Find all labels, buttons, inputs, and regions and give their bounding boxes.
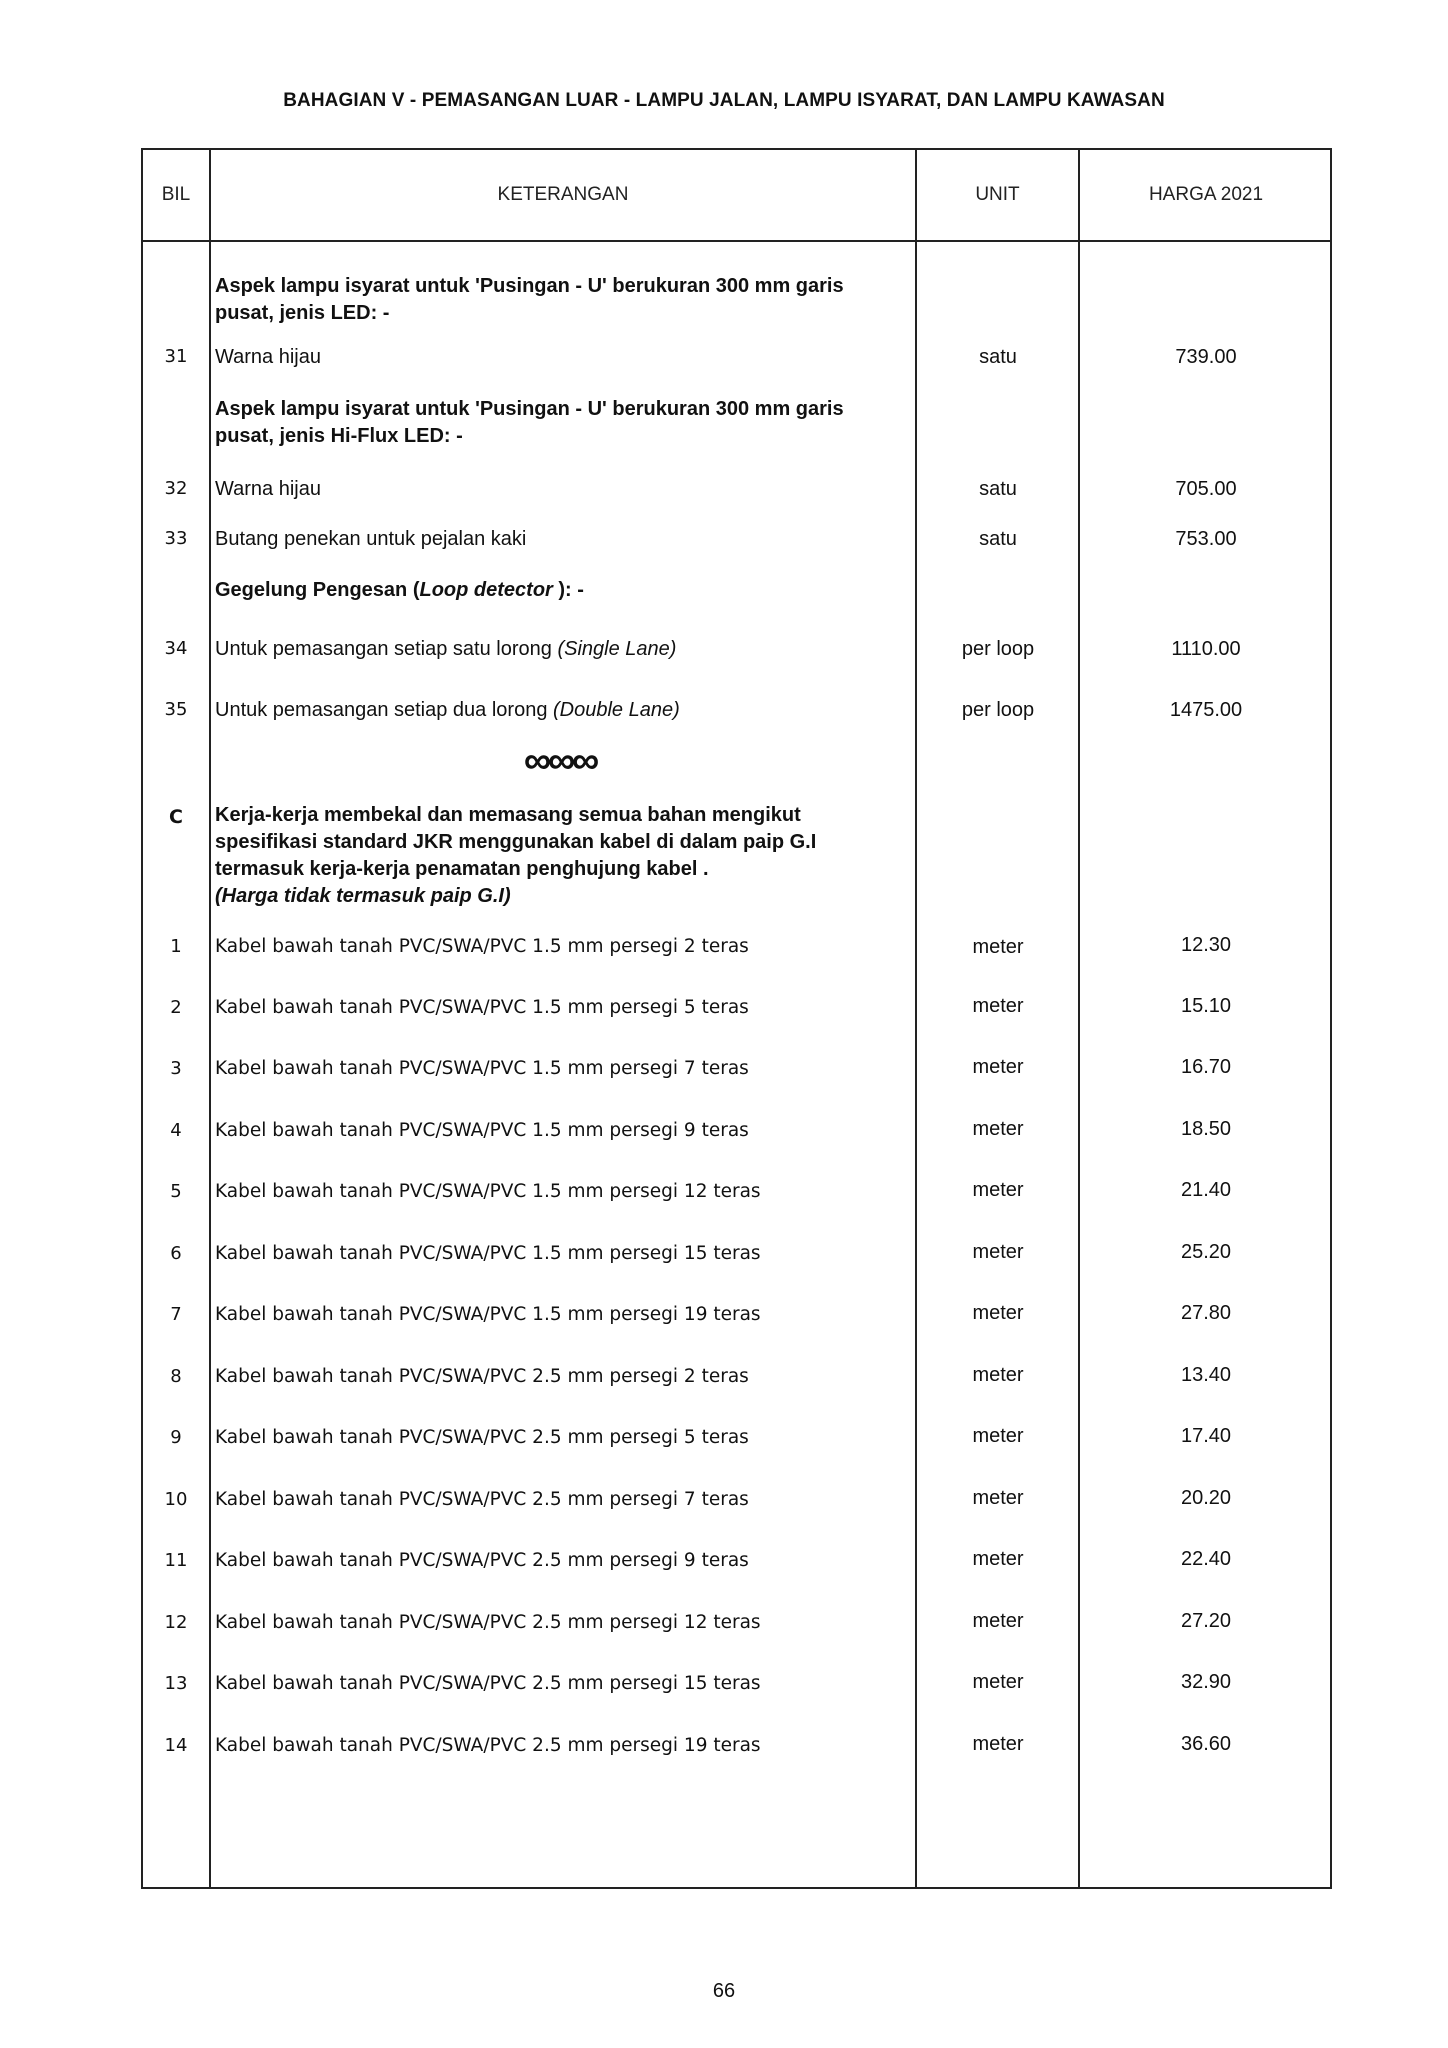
header-unit: UNIT bbox=[975, 184, 1020, 205]
section-c-line: Kerja-kerja membekal dan memasang semua bahan mengikut bbox=[215, 804, 801, 826]
row-unit: meter bbox=[972, 1241, 1024, 1263]
row-unit: satu bbox=[979, 478, 1017, 500]
row-desc: Warna hijau bbox=[215, 478, 321, 500]
row-unit: meter bbox=[972, 1610, 1024, 1632]
row-price: 27.20 bbox=[1180, 1610, 1232, 1632]
heading-led: Aspek lampu isyarat untuk 'Pusingan - U' berukuran 300 mm garis pusat, jenis LED: - bbox=[215, 275, 844, 324]
heading-loop-prefix: Gegelung Pengesan ( bbox=[215, 579, 420, 601]
row-desc: Kabel bawah tanah PVC/SWA/PVC 1.5 mm persegi 19 teras bbox=[215, 1304, 761, 1325]
row-bil: 9 bbox=[170, 1427, 182, 1448]
row-bil: 13 bbox=[164, 1673, 188, 1694]
page-number: 66 bbox=[712, 1980, 736, 2002]
header-harga: HARGA 2021 bbox=[1148, 184, 1264, 205]
row-price: 16.70 bbox=[1180, 1056, 1232, 1078]
row-price: 18.50 bbox=[1180, 1118, 1232, 1140]
row-price: 25.20 bbox=[1180, 1241, 1232, 1263]
heading-loop-italic: Loop detector bbox=[419, 579, 553, 601]
row-unit: satu bbox=[979, 528, 1017, 550]
header-keterangan: KETERANGAN bbox=[497, 184, 629, 205]
row-desc bbox=[215, 638, 676, 661]
row-bil: 12 bbox=[164, 1612, 188, 1633]
row-unit: meter bbox=[972, 1056, 1024, 1078]
row-desc bbox=[215, 699, 680, 722]
row-unit: meter bbox=[972, 1364, 1024, 1386]
row-unit: per loop bbox=[961, 699, 1035, 721]
section-c-description bbox=[215, 802, 905, 910]
row-bil: 14 bbox=[164, 1735, 188, 1756]
header-divider bbox=[143, 240, 1330, 242]
row-desc: Kabel bawah tanah PVC/SWA/PVC 2.5 mm persegi 19 teras bbox=[215, 1735, 761, 1756]
row-desc: Kabel bawah tanah PVC/SWA/PVC 1.5 mm persegi 5 teras bbox=[215, 997, 749, 1018]
row-bil: 32 bbox=[164, 478, 188, 499]
row-price: 15.10 bbox=[1180, 995, 1232, 1017]
row-bil: 6 bbox=[170, 1243, 182, 1264]
row-desc-text: Untuk pemasangan setiap satu lorong bbox=[215, 638, 558, 660]
row-bil: 1 bbox=[170, 936, 182, 957]
row-price: 36.60 bbox=[1180, 1733, 1232, 1755]
row-unit: meter bbox=[972, 1302, 1024, 1324]
row-unit: meter bbox=[972, 1671, 1024, 1693]
row-desc: Kabel bawah tanah PVC/SWA/PVC 1.5 mm persegi 9 teras bbox=[215, 1120, 749, 1141]
section-c-bil: C bbox=[169, 806, 183, 828]
row-desc: Kabel bawah tanah PVC/SWA/PVC 2.5 mm persegi 2 teras bbox=[215, 1366, 749, 1387]
row-price: 12.30 bbox=[1180, 934, 1232, 956]
header-bil: BIL bbox=[161, 184, 191, 205]
price-table bbox=[141, 148, 1332, 1889]
row-price: 21.40 bbox=[1180, 1179, 1232, 1201]
row-bil: 2 bbox=[170, 997, 182, 1018]
row-desc: Kabel bawah tanah PVC/SWA/PVC 2.5 mm persegi 7 teras bbox=[215, 1489, 749, 1510]
row-bil: 3 bbox=[170, 1058, 182, 1079]
row-bil: 33 bbox=[164, 528, 188, 549]
row-desc: Kabel bawah tanah PVC/SWA/PVC 1.5 mm persegi 15 teras bbox=[215, 1243, 761, 1264]
row-bil: 10 bbox=[164, 1489, 188, 1510]
row-desc: Butang penekan untuk pejalan kaki bbox=[215, 528, 527, 550]
heading-hiflux: Aspek lampu isyarat untuk 'Pusingan - U' berukuran 300 mm garis pusat, jenis Hi-Flux LED: - bbox=[215, 398, 844, 447]
row-unit: meter bbox=[972, 1548, 1024, 1570]
row-price: 17.40 bbox=[1180, 1425, 1232, 1447]
row-desc: Kabel bawah tanah PVC/SWA/PVC 1.5 mm persegi 12 teras bbox=[215, 1181, 761, 1202]
row-unit: meter bbox=[972, 1179, 1024, 1201]
row-price: 32.90 bbox=[1180, 1671, 1232, 1693]
row-unit: meter bbox=[972, 936, 1024, 958]
row-price: 705.00 bbox=[1175, 478, 1237, 500]
row-desc: Warna hijau bbox=[215, 346, 321, 368]
section-c-line: termasuk kerja-kerja penamatan penghujung kabel . bbox=[215, 858, 709, 880]
ornament-divider: ∞∞∞ bbox=[523, 740, 597, 782]
row-unit: satu bbox=[979, 346, 1017, 368]
section-c-line: (Harga tidak termasuk paip G.I) bbox=[215, 885, 511, 907]
row-bil: 8 bbox=[170, 1366, 182, 1387]
row-price: 1110.00 bbox=[1171, 638, 1241, 660]
row-unit: per loop bbox=[961, 638, 1035, 660]
row-price: 739.00 bbox=[1175, 346, 1237, 368]
row-bil: 31 bbox=[164, 346, 188, 367]
row-unit: meter bbox=[972, 1487, 1024, 1509]
row-price: 13.40 bbox=[1180, 1364, 1232, 1386]
section-c-line: spesifikasi standard JKR menggunakan kabel di dalam paip G.I bbox=[215, 831, 817, 853]
row-price: 753.00 bbox=[1175, 528, 1237, 550]
row-desc: Kabel bawah tanah PVC/SWA/PVC 2.5 mm persegi 9 teras bbox=[215, 1550, 749, 1571]
row-desc: Kabel bawah tanah PVC/SWA/PVC 2.5 mm persegi 12 teras bbox=[215, 1612, 761, 1633]
row-desc-italic: (Single Lane) bbox=[557, 638, 677, 660]
row-price: 20.20 bbox=[1180, 1487, 1232, 1509]
row-desc-italic: (Double Lane) bbox=[553, 699, 680, 721]
row-unit: meter bbox=[972, 1733, 1024, 1755]
row-desc: Kabel bawah tanah PVC/SWA/PVC 2.5 mm persegi 15 teras bbox=[215, 1673, 761, 1694]
row-bil: 34 bbox=[164, 638, 188, 659]
row-price: 22.40 bbox=[1180, 1548, 1232, 1570]
heading-loop bbox=[215, 577, 905, 604]
row-price: 1475.00 bbox=[1169, 699, 1243, 721]
row-unit: meter bbox=[972, 1425, 1024, 1447]
row-bil: 11 bbox=[164, 1550, 188, 1571]
row-desc: Kabel bawah tanah PVC/SWA/PVC 1.5 mm persegi 7 teras bbox=[215, 1058, 749, 1079]
row-bil: 5 bbox=[170, 1181, 182, 1202]
row-bil: 7 bbox=[170, 1304, 182, 1325]
column-divider bbox=[209, 150, 211, 1887]
row-desc-text: Untuk pemasangan setiap dua lorong bbox=[215, 699, 554, 721]
heading-loop-suffix: ): - bbox=[552, 579, 584, 601]
row-bil: 4 bbox=[170, 1120, 182, 1141]
row-desc: Kabel bawah tanah PVC/SWA/PVC 1.5 mm persegi 2 teras bbox=[215, 936, 749, 957]
row-bil: 35 bbox=[164, 699, 188, 720]
row-desc: Kabel bawah tanah PVC/SWA/PVC 2.5 mm persegi 5 teras bbox=[215, 1427, 749, 1448]
page-title: BAHAGIAN V - PEMASANGAN LUAR - LAMPU JALAN, LAMPU ISYARAT, DAN LAMPU KAWASAN bbox=[283, 90, 1165, 111]
row-price: 27.80 bbox=[1180, 1302, 1232, 1324]
row-unit: meter bbox=[972, 995, 1024, 1017]
row-unit: meter bbox=[972, 1118, 1024, 1140]
